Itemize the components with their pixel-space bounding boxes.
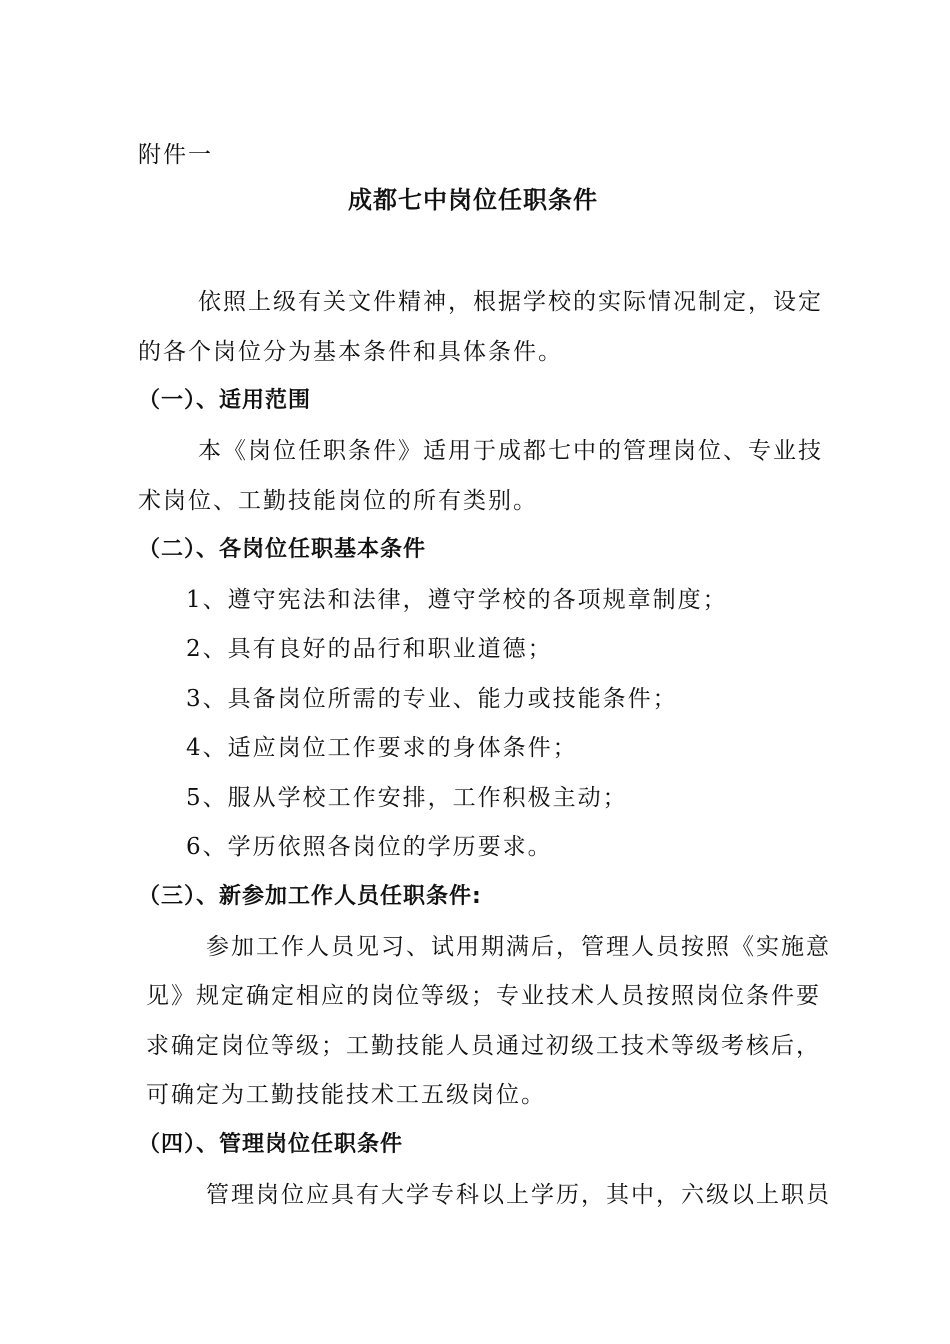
section-3-line-1: 参加工作人员见习、试用期满后，管理人员按照《实施意 — [206, 934, 831, 960]
attachment-label: 附件一 — [138, 142, 213, 168]
section-4-line-1: 管理岗位应具有大学专科以上学历，其中，六级以上职员 — [206, 1182, 831, 1208]
section-3-heading: （三）、新参加工作人员任职条件: — [138, 884, 482, 909]
intro-line-2: 的各个岗位分为基本条件和具体条件。 — [138, 339, 563, 365]
list-item: 3、具备岗位所需的专业、能力或技能条件； — [186, 686, 678, 712]
section-3-line-3: 求确定岗位等级；工勤技能人员通过初级工技术等级考核后， — [146, 1033, 821, 1059]
list-item: 1、遵守宪法和法律，遵守学校的各项规章制度； — [186, 587, 728, 613]
section-4-heading: （四）、管理岗位任职条件 — [138, 1132, 404, 1157]
section-1-line-2: 术岗位、工勤技能岗位的所有类别。 — [138, 488, 538, 514]
document-title: 成都七中岗位任职条件 — [348, 186, 598, 214]
section-1-line-1: 本《岗位任职条件》适用于成都七中的管理岗位、专业技 — [198, 438, 823, 464]
list-item: 2、具有良好的品行和职业道德； — [186, 636, 553, 662]
section-1-heading: （一）、适用范围 — [138, 388, 312, 413]
list-item: 6、学历依照各岗位的学历要求。 — [186, 834, 553, 860]
section-2-heading: （二）、各岗位任职基本条件 — [138, 537, 427, 562]
intro-line-1: 依照上级有关文件精神，根据学校的实际情况制定，设定 — [198, 289, 823, 315]
section-3-line-2: 见》规定确定相应的岗位等级；专业技术人员按照岗位条件要 — [146, 983, 821, 1009]
list-item: 4、适应岗位工作要求的身体条件； — [186, 735, 578, 761]
section-3-line-4: 可确定为工勤技能技术工五级岗位。 — [146, 1082, 546, 1108]
list-item: 5、服从学校工作安排，工作积极主动； — [186, 785, 628, 811]
